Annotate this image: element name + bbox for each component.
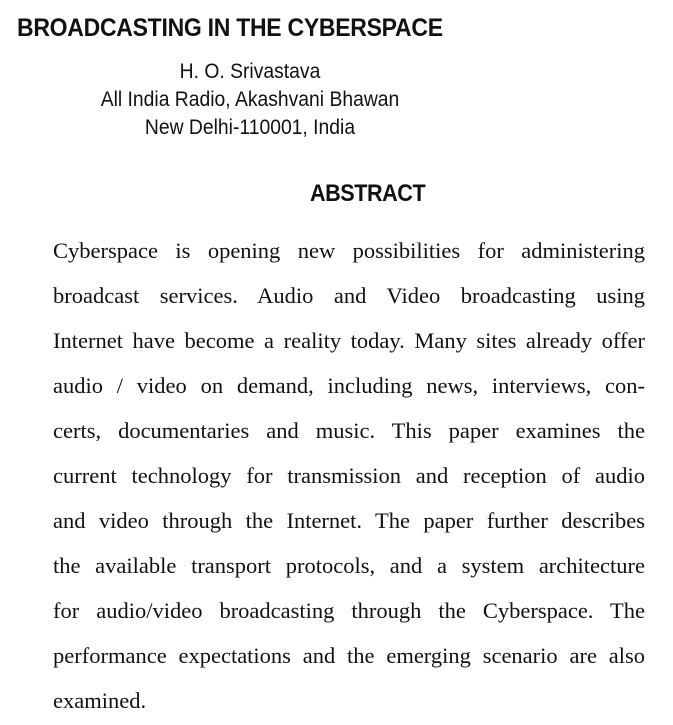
author-name: H. O. Srivastava [179, 60, 321, 83]
author-block [0, 58, 500, 142]
author-affiliation: All India Radio, Akashvani Bhawan [100, 88, 400, 111]
abstract-line: Cyberspace is opening new possibilities for administering [53, 238, 645, 263]
abstract-line: Internet have become a reality today. Many sites already offer [53, 328, 645, 353]
abstract-line: the available transport protocols, and a system architecture [53, 553, 645, 578]
paper-title: BROADCASTING IN THE CYBERSPACE [17, 14, 443, 42]
abstract-line: audio / video on demand, including news, interviews, con- [53, 373, 645, 398]
abstract-line: current technology for transmission and reception of audio [53, 463, 645, 488]
abstract-line: broadcast services. Audio and Video broadcasting using [53, 283, 645, 308]
abstract-heading: ABSTRACT [310, 180, 426, 207]
abstract-line: certs, documentaries and music. This paper examines the [53, 418, 645, 443]
abstract-line: examined. [53, 688, 147, 713]
abstract-body [53, 228, 645, 723]
author-address: New Delhi-110001, India [144, 116, 356, 139]
abstract-line: performance expectations and the emerging scenario are also [53, 643, 645, 668]
abstract-line: and video through the Internet. The paper further describes [53, 508, 645, 533]
abstract-line: for audio/video broadcasting through the Cyberspace. The [53, 598, 645, 623]
